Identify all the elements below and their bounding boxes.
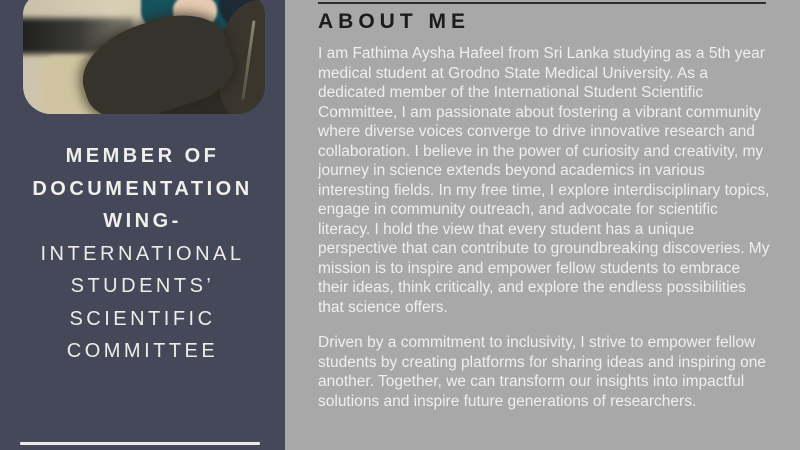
member-role-title (0, 140, 285, 368)
profile-photo (23, 0, 265, 114)
sidebar (0, 0, 285, 450)
about-me-heading: ABOUT ME (318, 10, 470, 33)
about-paragraph-1: I am Fathima Aysha Hafeel from Sri Lanka studying as a 5th year medical student at Grodno State Medical University. As a dedicated member of the International Student Scientific Committee, I am passionate about fostering a vibrant community where diverse voices converge to drive innovative research and collaboration. I believe in the power of curiosity and creativity, my journey in science extends beyond academics in various interesting fields. In my free time, I explore interdisciplinary topics, engage in community outreach, and advocate for scientific literacy. I hold the view that every student has a unique perspective that can contribute to groundbreaking discoveries. My mission is to inspire and empower fellow students to embrace their ideas, think critically, and explore the endless possibilities that science offers. (318, 45, 770, 316)
about-me-text (318, 44, 774, 411)
role-line-scientific: SCIENTIFIC (69, 307, 216, 330)
role-line-students: STUDENTS’ (70, 275, 215, 297)
role-line-committee: COMMITTEE (66, 340, 219, 362)
sidebar-divider-line (20, 442, 260, 445)
about-paragraph-2: Driven by a commitment to inclusivity, I strive to empower fellow students by creating platforms for sharing ideas and inspiring one another. Together, we can transform our insights into impactful solutions and inspire future generations of researchers. (318, 334, 767, 410)
role-line-wing: WING- (103, 210, 182, 232)
about-section (285, 0, 800, 450)
role-line-member-of: MEMBER OF (65, 145, 220, 167)
top-divider-line (318, 2, 766, 4)
role-line-international: INTERNATIONAL (40, 242, 245, 265)
role-line-documentation: DOCUMENTATION (32, 177, 253, 200)
